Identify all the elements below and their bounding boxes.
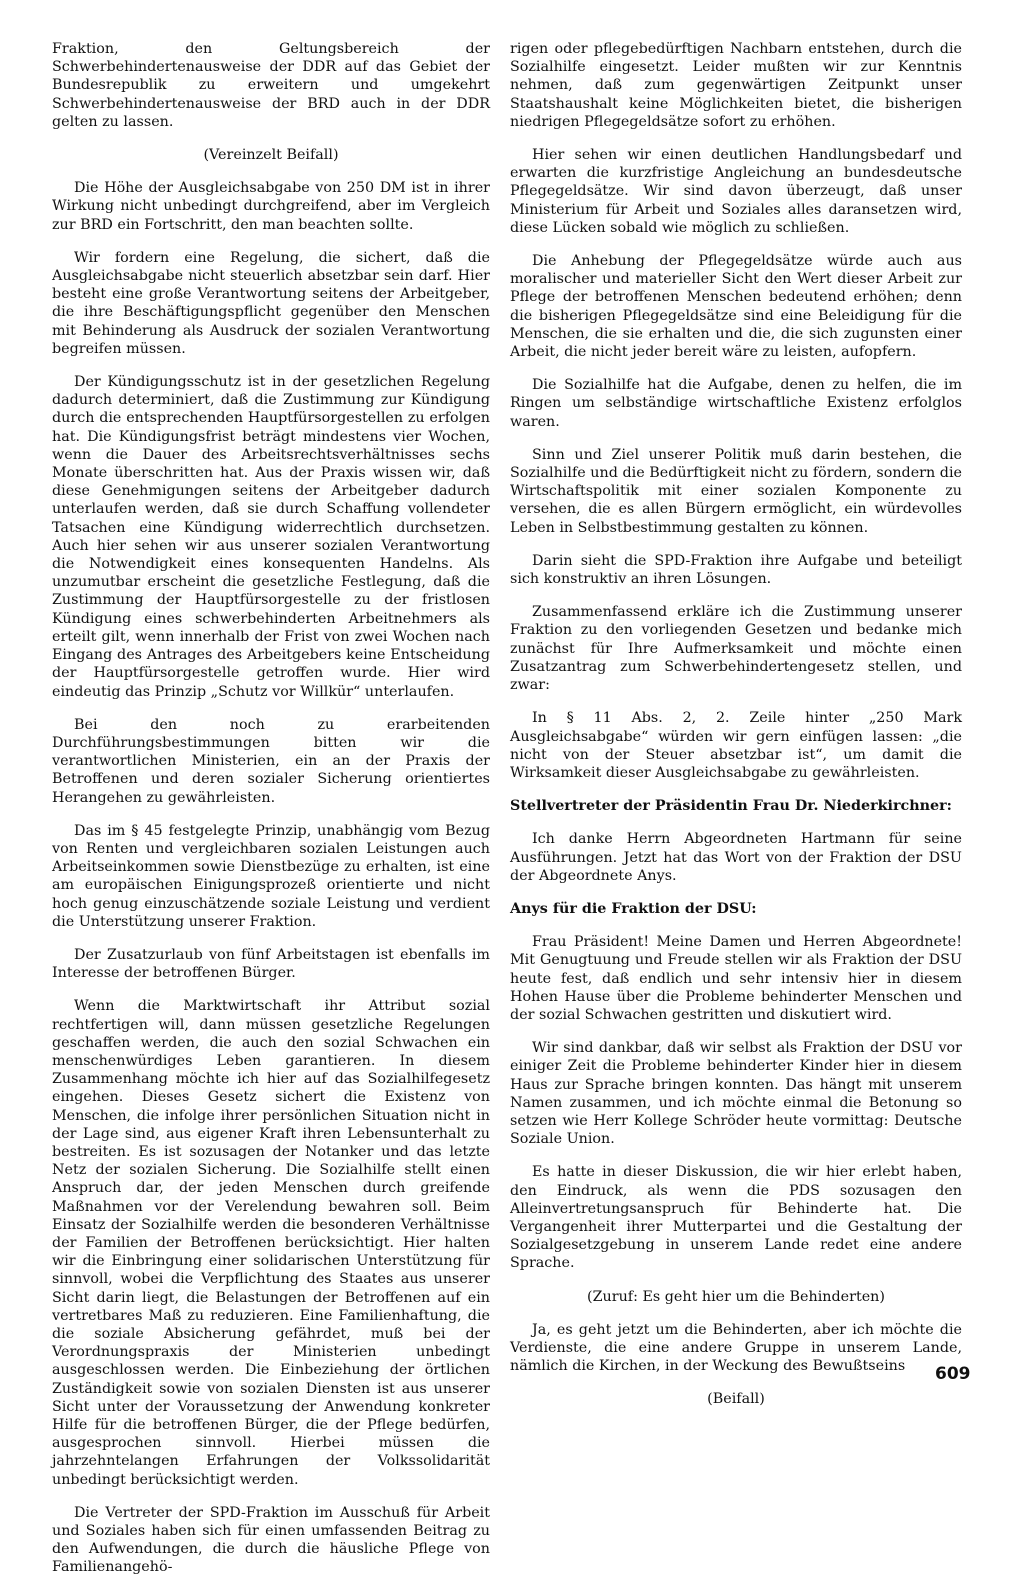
interjection: (Vereinzelt Beifall): [203, 147, 339, 164]
paragraph: In § 11 Abs. 2, 2. Zeile hinter „250 Mark Ausgleichsabgabe“ würden wir gern einfügen lassen: „die nicht von der Steuer absetzbar ist“, um damit die Wirksamkeit dieser Ausgleichsabgabe zu gewährleisten.: [510, 710, 962, 781]
paragraph: Der Kündigungsschutz ist in der gesetzlichen Regelung dadurch determiniert, daß die Zustimmung zur Kündigung durch die entsprechenden Hauptfürsorgestellen zu erfolgen hat. Die Kündigungsfrist beträgt mindestens vier Wochen, wenn die Dauer des Arbeitsrechtsverhältnisses sechs Monate überschritten hat. Aus der Praxis wissen wir, daß diese Genehmigungen seitens der Arbeitgeber dadurch unterlaufen werden, daß sie durch Schaffung vollendeter Tatsachen eine Kündigung widerrechtlich durchsetzen. Auch hier sehen wir aus unserer sozialen Verantwortung die Notwendigkeit eines konsequenten Handelns. Als unzumutbar erscheint die gesetzliche Festlegung, daß die Zustimmung der Hauptfürsorgestelle zu der fristlosen Kündigung eines schwerbehinderten Arbeitnehmers als erteilt gilt, wenn innerhalb der Frist von zwei Wochen nach Eingang des Antrages des Arbeitgebers keine Entscheidung der Hauptfürsorgestelle getroffen wurde. Hier wird eindeutig das Prinzip „Schutz vor Willkür“ unterlaufen.: [52, 374, 490, 700]
paragraph: Das im § 45 festgelegte Prinzip, unabhängig vom Bezug von Renten und vergleichbaren sozialen Leistungen auch Arbeitseinkommen sowie Dienstbezüge zu erhalten, ist eine am europäischen Einigungsprozeß orientierte und nicht hoch genug einzuschätzende soziale Leistung und verdient die Unterstützung unserer Fraktion.: [52, 822, 490, 930]
paragraph: Wir sind dankbar, daß wir selbst als Fraktion der DSU vor einiger Zeit die Probleme behinderter Kinder hier in diesem Haus zur Sprache bringen konnten. Das hängt mit unserem Namen zusammen, und ich möchte einmal die Betonung so setzen wie Herr Kollege Schröder heute vormittag: Deutsche Soziale Union.: [510, 1040, 962, 1148]
speaker-heading: Stellvertreter der Präsidentin Frau Dr. Niederkirchner:: [510, 798, 952, 815]
paragraph: Zusammenfassend erkläre ich die Zustimmung unserer Fraktion zu den vorliegenden Gesetzen und bedanke mich zunächst für Ihre Aufmerksamkeit und möchte einen Zusatzantrag zum Schwerbehindertengesetz stellen, und zwar:: [510, 604, 962, 694]
paragraph: Ich danke Herrn Abgeordneten Hartmann für seine Ausführungen. Jetzt hat das Wort von der Fraktion der DSU der Abgeordnete Anys.: [510, 831, 962, 884]
speaker-heading: Anys für die Fraktion der DSU:: [510, 900, 757, 917]
left-column: [52, 40, 490, 1592]
paragraph: Sinn und Ziel unserer Politik muß darin bestehen, die Sozialhilfe und die Bedürftigkeit nicht zu fördern, sondern die Wirtschaftspolitik mit einer sozialen Komponente zu versehen, die es allen Bürgern ermöglicht, ein würdevolles Leben in Selbstbestimmung gestalten zu können.: [510, 446, 962, 536]
paragraph: Die Sozialhilfe hat die Aufgabe, denen zu helfen, die im Ringen um selbständige wirtschaftliche Existenz erfolglos waren.: [510, 377, 962, 430]
paragraph: Wir fordern eine Regelung, die sichert, daß die Ausgleichsabgabe nicht steuerlich absetzbar sein darf. Hier besteht eine große Verantwortung seitens der Arbeitgeber, die ihre Beschäftigungspflicht gegenüber den Menschen mit Behinderung als Ausdruck der sozialen Verantwortung begreifen müssen.: [52, 249, 490, 357]
paragraph: Die Höhe der Ausgleichsabgabe von 250 DM ist in ihrer Wirkung nicht unbedingt durchgreifend, aber im Vergleich zur BRD ein Fortschritt, den man beachten sollte.: [52, 180, 490, 233]
paragraph: Der Zusatzurlaub von fünf Arbeitstagen ist ebenfalls im Interesse der betroffenen Bürger.: [52, 946, 490, 982]
paragraph: Die Anhebung der Pflegegeldsätze würde auch aus moralischer und materieller Sicht den Wert dieser Arbeit zur Pflege der betroffenen Menschen bedeutend erhöhen; denn die bisherigen Pflegegeldsätze sind eine Beleidigung für die Menschen, die sie erhalten und die, die sich zugunsten einer Arbeit, die nicht jeder bereit wäre zu leisten, aufopfern.: [510, 253, 962, 361]
paragraph: Fraktion, den Geltungsbereich der Schwerbehindertenausweise der DDR auf das Gebiet der Bundesrepublik zu erweitern und umgekehrt Schwerbehindertenausweise der BRD auch in der DDR gelten zu lassen.: [52, 41, 490, 130]
page-number: 609: [935, 1364, 971, 1384]
paragraph: Bei den noch zu erarbeitenden Durchführungsbestimmungen bitten wir die verantwortlichen Ministerien, ein an der Praxis der Betroffenen und deren sozialer Sicherung orientiertes Herangehen zu gewährleisten.: [52, 716, 490, 806]
paragraph: Die Vertreter der SPD-Fraktion im Ausschuß für Arbeit und Soziales haben sich für einen umfassenden Beitrag zu den Aufwendungen, die durch die häusliche Pflege von Familienangehö-: [52, 1504, 490, 1576]
paragraph: Ja, es geht jetzt um die Behinderten, aber ich möchte die Verdienste, die eine andere Gruppe in unserem Lande, nämlich die Kirchen, in der Weckung des Bewußtseins: [510, 1321, 962, 1375]
paragraph: Es hatte in dieser Diskussion, die wir hier erlebt haben, den Eindruck, als wenn die PDS sozusagen den Alleinvertretungsanspruch für Behinderte hat. Die Vergangenheit ihrer Mutterpartei und die Gestaltung der Sozialgesetzgebung in unserem Lande redet eine andere Sprache.: [510, 1164, 962, 1272]
interjection: (Zuruf: Es geht hier um die Behinderten): [587, 1288, 885, 1305]
paragraph: rigen oder pflegebedürftigen Nachbarn entstehen, durch die Sozialhilfe eingesetzt. Leider mußten wir zur Kenntnis nehmen, daß zum gegenwärtigen Zeitpunkt unser Staatshaushalt keine Möglichkeiten bietet, die bisherigen niedrigen Pflegegeldsätze sofort zu erhöhen.: [510, 41, 962, 130]
paragraph: Frau Präsident! Meine Damen und Herren Abgeordnete! Mit Genugtuung und Freude stellen wir als Fraktion der DSU heute fest, daß endlich und sehr intensiv hier in diesem Hohen Hause über die Probleme behinderter Menschen und der sozial Schwachen gestritten und diskutiert wird.: [510, 934, 962, 1023]
interjection: (Beifall): [707, 1391, 765, 1408]
paragraph: Darin sieht die SPD-Fraktion ihre Aufgabe und beteiligt sich konstruktiv an ihren Lösungen.: [510, 552, 962, 588]
right-column: [510, 40, 962, 1424]
paragraph: Wenn die Marktwirtschaft ihr Attribut sozial rechtfertigen will, dann müssen gesetzliche Regelungen geschaffen werden, die auch den sozial Schwachen ein menschenwürdiges Leben garantieren. In diesem Zusammenhang möchte ich hier auf das Sozialhilfegesetz eingehen. Dieses Gesetz sichert die Existenz von Menschen, die infolge ihrer persönlichen Situation nicht in der Lage sind, aus eigener Kraft ihren Lebensunterhalt zu bestreiten. Es ist sozusagen der Notanker und das letzte Netz der sozialen Sicherung. Die Sozialhilfe stellt einen Anspruch dar, der jeden Menschen durch greifende Maßnahmen vor der Verelendung bewahren soll. Beim Einsatz der Sozialhilfe werden die besonderen Verhältnisse der Familien der Betroffenen berücksichtigt. Hier halten wir die Einbringung einer solidarischen Unterstützung für sinnvoll, wobei die Verpflichtung des Staates aus unserer Sicht darin liegt, die Belastungen der Betroffenen auf ein vertretbares Maß zu reduzieren. Eine Familienhaftung, die die soziale Absicherung gefährdet, muß bei der Verordnungspraxis der Ministerien unbedingt ausgeschlossen werden. Die Einbeziehung der örtlichen Zuständigkeit sowie von sozialen Diensten ist aus unserer Sicht unter der Voraussetzung der Anwendung konkreter Hilfe für die betroffenen Bürger, die der Pflege bedürfen, ausgesprochen sinnvoll. Hierbei müssen die jahrzehntelangen Erfahrungen der Volkssolidarität unbedingt berücksichtigt werden.: [52, 998, 490, 1488]
paragraph: Hier sehen wir einen deutlichen Handlungsbedarf und erwarten die kurzfristige Angleichung an bundesdeutsche Pflegegeldsätze. Wir sind davon überzeugt, daß unser Ministerium für Arbeit und Soziales alles daransetzen wird, diese Lücken sobald wie möglich zu schließen.: [510, 147, 962, 236]
